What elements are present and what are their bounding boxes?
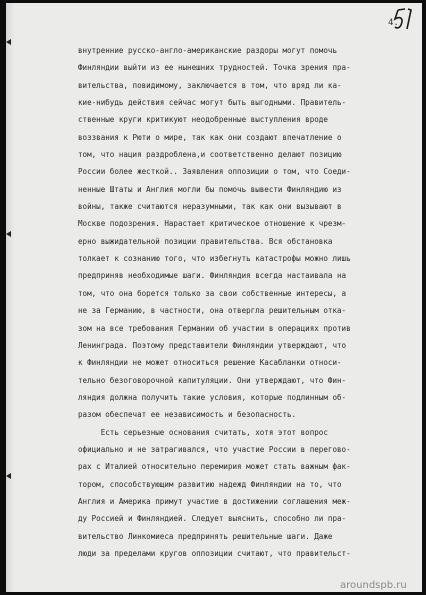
text-line: вительства, повидимому, заключается в том, что вряд ли ка- bbox=[78, 80, 342, 90]
text-line: ерно выжидательной позиции правительства. Вся обстановка bbox=[78, 236, 333, 246]
text-line: том, что она борется только за свои собственные интересы, а bbox=[78, 288, 347, 298]
margin-arrow-mark bbox=[6, 39, 11, 45]
text-line: рах с Италией относительно перемирия может стать важным фак- bbox=[78, 462, 351, 472]
text-line: предприняв необходимые шаги. Финляндия всегда настаивала на bbox=[78, 271, 347, 281]
text-line: Финляндии выйти из ее нынешних трудностей. Точка зрения пра- bbox=[78, 63, 351, 73]
text-line: ляндия должна получить такие условия, которые подлинным об- bbox=[78, 392, 347, 402]
site-watermark: aroundspb.ru bbox=[340, 580, 407, 591]
text-line: том, что нация раздроблена,и соответственно делают позицию bbox=[78, 150, 342, 160]
text-line: ненные Штаты и Англия могли бы помочь вывести Финляндию из bbox=[78, 184, 342, 194]
margin-arrow-mark bbox=[6, 231, 11, 237]
text-line: Ленинграда. Поэтому представители Финляндии утверждают, что bbox=[78, 340, 347, 350]
text-line: люди за пределами кругов оппозиции считают, что правительст- bbox=[78, 548, 351, 558]
text-line: зом на все требования Германии об участии в операциях против bbox=[78, 323, 351, 333]
text-line: Есть серьезные основания считать, хотя этот вопрос bbox=[78, 427, 328, 437]
text-line: не за Германию, в частности, она отвергла решительным отка- bbox=[78, 306, 347, 316]
text-line: вительство Линкомиеса предпринять решительные шаги. Даже bbox=[78, 531, 333, 541]
text-line: войны, также считаются неразумными, так как они вызывают в bbox=[78, 202, 342, 212]
document-page bbox=[6, 3, 422, 592]
typewritten-body bbox=[78, 42, 422, 562]
text-line: официально и не затрагивался, что участие России в перегово- bbox=[78, 444, 351, 454]
typed-page-number: 4. bbox=[388, 18, 399, 28]
text-line: разом обеспечат ее независимость и безопасность. bbox=[78, 410, 297, 420]
text-line: Англия и Америка примут участие в достижении соглашения меж- bbox=[78, 496, 351, 506]
text-line: к Финляндии не может относиться решение Касабланки относи- bbox=[78, 358, 342, 368]
text-line: Москве подозрения. Нарастает критическое отношение к чрезм- bbox=[78, 219, 347, 229]
page-edge-shadow bbox=[6, 3, 15, 592]
text-line: России более жесткой.. Заявления оппозиции о том, что Соеди- bbox=[78, 167, 351, 177]
margin-arrow-mark bbox=[6, 473, 11, 479]
text-line: толкает к сознанию того, что избегнуть катастрофы можно лишь bbox=[78, 254, 351, 264]
text-line: кие-нибудь действия сейчас могут быть выгодными. Правитель- bbox=[78, 98, 347, 108]
text-line: внутренние русско-англо-американские раздоры могут помочь bbox=[78, 46, 337, 55]
text-line: ду Россией и Финляндией. Следует выяснить, способно ли пра- bbox=[78, 514, 347, 524]
text-line: тельно безоговорочной капитуляции. Они утверждают, что Фин- bbox=[78, 375, 347, 385]
text-line: ственные круги критикуют неодобренные выступления вроде bbox=[78, 115, 328, 125]
text-line: воззвания к Рюти о мире, так как они создают впечатление о bbox=[78, 132, 342, 142]
text-line: тором, способствующим развитию надежд Финляндии на то, что bbox=[78, 479, 342, 489]
